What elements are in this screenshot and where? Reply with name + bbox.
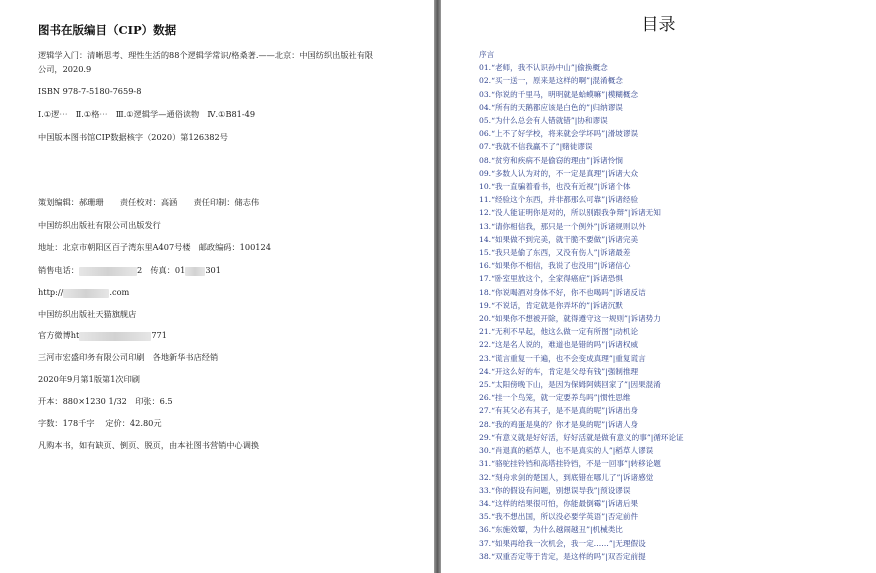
format: 开本：880×1230 1/32 印张：6.5 — [38, 396, 173, 406]
toc-item[interactable]: 10.“我一直骗着看书，也没有近视”|诉诸个体 — [479, 182, 631, 192]
toc-item[interactable]: 01.“老师，我不认识孙中山”|偷换概念 — [479, 63, 608, 73]
toc-title: 目录 — [641, 15, 676, 35]
sales-prefix: 销售电话： — [38, 265, 79, 275]
toc-item[interactable]: 04.“所有的天鹅都应该是白色的”|归纳谬误 — [479, 102, 623, 112]
toc-item[interactable]: 09.“多数人认为对的，不一定是真理”|诉诸大众 — [479, 168, 639, 178]
toc-item[interactable]: 序言 — [479, 50, 495, 59]
cip-record-line2: 公司，2020.9 — [38, 64, 92, 74]
sales-phone — [38, 264, 221, 276]
classification: Ⅰ.①逻⋯ Ⅱ.①格⋯ Ⅲ.①逻辑学—通俗读物 Ⅳ.①B81-49 — [38, 109, 256, 119]
toc-item[interactable]: 36.“东施效颦，为什么越闹越丑”|机械类比 — [479, 525, 623, 535]
toc-item[interactable]: 28.“我的鸡蛋是臭的？你才是臭的呢”|诉诸人身 — [479, 419, 639, 429]
publisher-line: 中国纺织出版社有限公司出版发行 — [38, 220, 161, 230]
fax-suffix: 301 — [205, 265, 221, 275]
cip-record-line1: 逻辑学入门：清晰思考、理性生活的88个逻辑学常识/格桑著.——北京：中国纺织出版社有限 — [38, 50, 374, 60]
toc-item[interactable]: 02.“买一送一，原来是这样的啊”|混淆概念 — [479, 76, 623, 86]
toc-item[interactable]: 20.“如果你不想被开除，就得遵守这一规则”|诉诸势力 — [479, 314, 661, 324]
cip-title: 图书在版编目（CIP）数据 — [38, 23, 177, 37]
toc-item[interactable]: 17.“卧室里放这个，全家得癌症”|诉诸恐惧 — [479, 274, 623, 284]
toc-item[interactable]: 27.“有其父必有其子，是不是真的呢”|诉诸出身 — [479, 406, 639, 416]
toc-item[interactable]: 22.“这是名人说的，难道也是错的吗”|诉诸权威 — [479, 340, 639, 350]
toc-item[interactable]: 24.“开这么好的车，肯定是父母有钱”|强制推理 — [479, 366, 639, 376]
toc-item[interactable]: 16.“如果你不相信，我说了也没用”|诉诸信心 — [479, 261, 631, 271]
toc-item[interactable]: 26.“挂一个鸟笼，就一定要养鸟吗”|惯性思维 — [479, 393, 631, 403]
toc-item[interactable]: 03.“你说的千里马，明明就是蛤蟆嘛”|模糊概念 — [479, 89, 639, 99]
edition: 2020年9月第1版第1次印刷 — [38, 374, 140, 384]
toc-item[interactable]: 15.“我只是偷了东西，又没有伤人”|诉诸最差 — [479, 248, 631, 258]
toc-item[interactable]: 11.“经验这个东西，并非都那么可靠”|诉诸经验 — [479, 195, 639, 205]
toc-item[interactable]: 21.“无利不早起，他这么做一定有所图”|动机论 — [479, 327, 639, 337]
cip-page — [0, 0, 434, 573]
weibo-suffix: 771 — [151, 330, 167, 340]
toc-item[interactable]: 07.“我就不信我赢不了”|赌徒谬误 — [479, 142, 593, 152]
toc-item[interactable]: 38.“双重否定等于肯定，是这样的吗”|双否定前提 — [479, 551, 646, 561]
toc-item[interactable]: 13.“请你相信我，那只是一个例外”|诉诸规则以外 — [479, 221, 646, 231]
toc-page — [441, 0, 876, 573]
printer: 三河市宏盛印务有限公司印刷 各地新华书店经销 — [38, 352, 219, 362]
weibo — [38, 329, 167, 341]
website — [38, 286, 129, 298]
toc-item[interactable]: 31.“骆驼挂铃铛和高塔挂铃铛，不是一回事”|转移论题 — [479, 459, 661, 469]
redacted-url — [63, 289, 109, 298]
toc-item[interactable]: 25.“太阳傍晚下山，是因为保姆阿姨回家了”|因果混淆 — [479, 380, 661, 390]
toc-item[interactable]: 14.“如果做不到完美，就干脆不要做”|诉诸完美 — [479, 234, 639, 244]
redacted-weibo — [79, 332, 151, 341]
http-prefix: http:// — [38, 287, 64, 297]
notice: 凡购本书，如有缺页、倒页、脱页，由本社图书营销中心调换 — [38, 440, 260, 450]
toc-item[interactable]: 12.“没人能证明你是对的，所以别跟我争辩”|诉诸无知 — [479, 208, 661, 218]
toc-item[interactable]: 06.“上不了好学校，将来就会学坏吗”|滑坡谬误 — [479, 129, 639, 139]
wordcount-price: 字数：178千字 定价：42.80元 — [38, 418, 162, 428]
toc-list — [479, 48, 684, 563]
redacted-fax — [185, 267, 205, 276]
toc-item[interactable]: 34.“这样的结果很可怕，你能最倒霉”|诉诸后果 — [479, 498, 639, 508]
toc-item[interactable]: 35.“我不想出国，所以没必要学英语”|否定前件 — [479, 512, 639, 522]
toc-item[interactable]: 32.“刻舟求剑的楚国人，到底错在哪儿了”|诉诸感觉 — [479, 472, 654, 482]
toc-item[interactable]: 18.“你说喝酒对身体不好，你不也喝吗”|诉诸反诘 — [479, 287, 646, 297]
toc-item[interactable]: 19.“不说话，肯定就是你弄坏的”|诉诸沉默 — [479, 300, 623, 310]
toc-item[interactable]: 05.“为什么总会有人错就错”|协和谬误 — [479, 116, 608, 126]
isbn: ISBN 978-7-5180-7659-8 — [38, 86, 142, 96]
editors: 策划编辑：郝珊珊 责任校对：高涵 责任印制：储志伟 — [38, 197, 260, 207]
toc-item[interactable]: 29.“有意义就是好好活，好好活就是做有意义的事”|循环论证 — [479, 432, 684, 442]
sales-suffix: 2 传真：01 — [136, 265, 186, 275]
toc-item[interactable]: 30.“肖退真的稻草人，也不是真实的人”|稻草人谬误 — [479, 446, 654, 456]
tmall-store: 中国纺织出版社天猫旗舰店 — [38, 309, 137, 319]
toc-item[interactable]: 23.“谎言重复一千遍，也不会变成真理”|重复谎言 — [479, 353, 646, 363]
toc-item[interactable]: 33.“你的假设有问题，别想误导我”|预设谬误 — [479, 485, 631, 495]
toc-item[interactable]: 08.“贫穷和疾病不是偷窃的理由”|诉诸怜悯 — [479, 155, 623, 165]
address: 地址：北京市朝阳区百子湾东里A407号楼 邮政编码：100124 — [38, 242, 271, 252]
page-divider — [434, 0, 441, 573]
weibo-prefix: 官方微博ht — [38, 330, 80, 340]
cip-core-number: 中国版本图书馆CIP数据核字（2020）第126382号 — [38, 132, 228, 142]
redacted-phone — [79, 267, 137, 276]
toc-item[interactable]: 37.“如果再给我一次机会，我一定……”|无理假设 — [479, 538, 646, 548]
http-suffix: .com — [109, 287, 130, 297]
